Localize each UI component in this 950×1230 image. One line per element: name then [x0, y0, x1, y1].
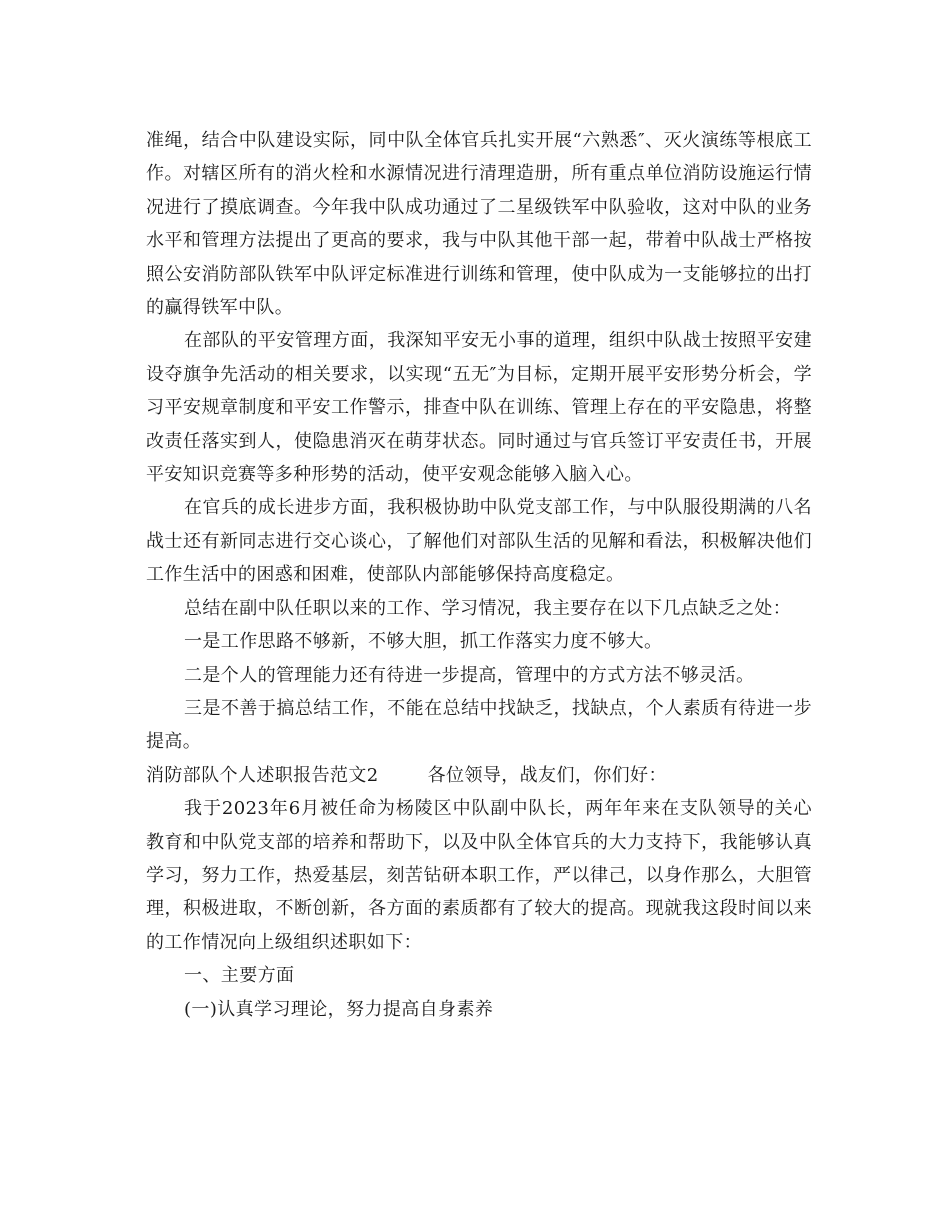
paragraph: 准绳，结合中队建设实际，同中队全体官兵扎实开展“六熟悉″、灭火演练等根底工作。对辖区所有的消火栓和水源情况进行清理造册，所有重点单位消防设施运行情况进行了摸底调查。今年我中队成功通过了二星级铁军中队验收，这对中队的业务水平和管理方法提出了更高的要求，我与中队其他干部一起，带着中队战士严格按照公安消防部队铁军中队评定标准进行训练和管理，使中队成为一支能够拉的出打的赢得铁军中队。 — [146, 130, 812, 319]
section-heading-line — [146, 759, 812, 792]
subheading: 一、主要方面 — [184, 965, 295, 987]
paragraph: 三是不善于搞总结工作，不能在总结中找缺乏，找缺点，个人素质有待进一步提高。 — [146, 697, 812, 753]
paragraph: 一是工作思路不够新，不够大胆，抓工作落实力度不够大。 — [184, 631, 663, 653]
section-title: 消防部队个人述职报告范文2 — [146, 764, 379, 786]
paragraph: 二是个人的管理能力还有待进一步提高，管理中的方式方法不够灵活。 — [184, 664, 755, 686]
paragraph: 在官兵的成长进步方面，我积极协助中队党支部工作，与中队服役期满的八名战士还有新同志进行交心谈心，了解他们对部队生活的见解和看法，积极解决他们工作生活中的困惑和困难，使部队内部能够保持高度稳定。 — [146, 497, 812, 586]
document-body — [146, 124, 812, 1026]
paragraph: 总结在副中队任职以来的工作、学习情况，我主要存在以下几点缺乏之处： — [184, 597, 792, 619]
subheading: (一)认真学习理论，努力提高自身素养 — [184, 998, 494, 1020]
paragraph: 在部队的平安管理方面，我深知平安无小事的道理，组织中队战士按照平安建设夺旗争先活动的相关要求，以实现“五无″为目标，定期开展平安形势分析会，学习平安规章制度和平安工作警示，排查中队在训练、管理上存在的平安隐患，将整改责任落实到人，使隐患消灭在萌芽状态。同时通过与官兵签订平安责任书，开展平安知识竞赛等多种形势的活动，使平安观念能够入脑入心。 — [146, 330, 812, 486]
paragraph: 我于2023年6月被任命为杨陵区中队副中队长，两年年来在支队领导的关心教育和中队党支部的培养和帮助下，以及中队全体官兵的大力支持下，我能够认真学习，努力工作，热爱基层，刻苦钻研本职工作，严以律己，以身作那么，大胆管理，积极进取，不断创新，各方面的素质都有了较大的提高。现就我这段时间以来的工作情况向上级组织述职如下： — [146, 798, 812, 953]
greeting: 各位领导，战友们，你们好： — [427, 764, 667, 786]
